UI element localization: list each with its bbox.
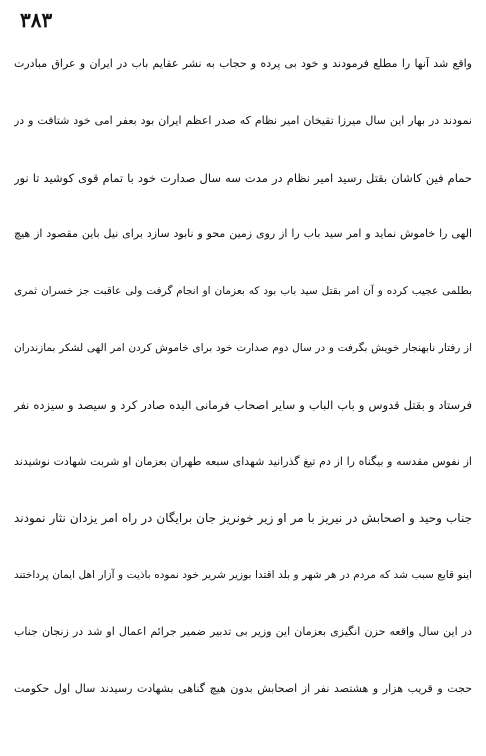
text-line: جناب وحید و اصحابش در نیریز با مر او زیر خونریز جان برایگان در راه امر یزدان نثار نمودند xyxy=(14,511,472,526)
text-line: الهی را خاموش نماید و امر سید باب را از روی زمین محو و نابود سازد برای نیل باین مقصود از هیچ xyxy=(14,227,472,241)
page-number: ۳۸۳ xyxy=(20,8,53,32)
text-line: بطلمی عجیب کرده و آن امر بقتل سید باب بود که بعزمان او انجام گرفت ولی عاقبت جز خسران ثمری xyxy=(14,285,472,298)
text-line: حمام فین کاشان بقتل رسید امیر نظام در مدت سه سال صدارت خود با تمام قوی کوشید تا نور xyxy=(14,170,472,185)
text-body xyxy=(14,44,472,726)
text-line: از نفوس مقدسه و بیگناه را از دم تیغ گذرانید شهدای سبعه طهران بعزمان او شربت شهادت نوشیدند xyxy=(14,454,472,468)
text-line: اینو قایع سبب شد که مردم در هر شهر و بلد اقتدا بوزیر شریر خود نموده باذیت و آزار اهل ایمان پرداختند xyxy=(14,569,472,582)
text-line: فرستاد و بقتل قدوس و باب الباب و سایر اصحاب فرمانی الیده صادر کرد و سیصد و سیزده نفر xyxy=(14,397,472,412)
text-line: واقع شد آنها را مطلع فرمودند و خود بی پرده و حجاب به نشر عقایم باب در ایران و عراق مبادرت xyxy=(14,57,472,70)
text-line: حجت و قریب هزار و هشتصد نفر از اصحابش بدون هیچ گناهی بشهادت رسیدند سال اول حکومت xyxy=(14,681,472,695)
text-line: در این سال واقعه حزن انگیزی بعزمان این وزیر بی تدبیر ضمیر جرائم اعمال او شد در زنجان جناب xyxy=(14,624,472,638)
text-line: نمودند در بهار این سال میرزا تقیخان امیر نظام که صدر اعظم ایران بود بعفر امی خود شتافت و در xyxy=(14,113,472,127)
text-line: از رفتار نابهنجار خویش بگرفت و در سال دوم صدارت خود برای خاموش کردن امر الهی لشکر بمازندران xyxy=(14,341,472,354)
